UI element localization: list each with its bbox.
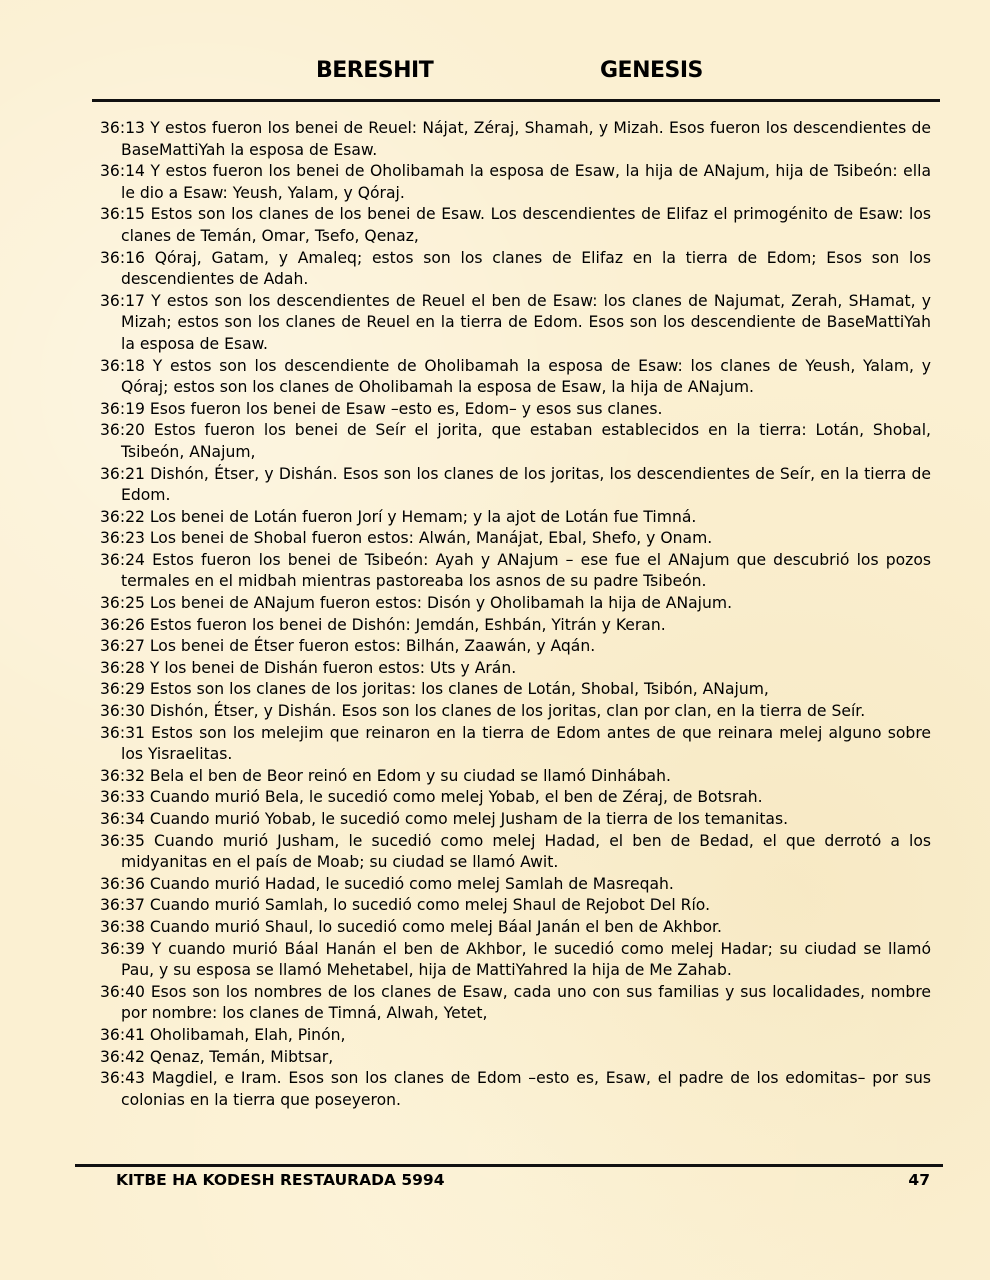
- verse: 36:31 Estos son los melejim que reinaron en la tierra de Edom antes de que reinara melej alguno sobre los Yisraelitas.: [100, 723, 931, 764]
- verse: 36:15 Estos son los clanes de los benei de Esaw. Los descendientes de Elifaz el primogénito de Esaw: los clanes de Temán, Omar, Tsefo, Qenaz,: [100, 205, 931, 245]
- verse: 36:33 Cuando murió Bela, le sucedió como melej Yobab, el ben de Zéraj, de Botsrah.: [100, 788, 763, 807]
- header-divider: [92, 99, 940, 102]
- verse: 36:34 Cuando murió Yobab, le sucedió como melej Jusham de la tierra de los temanitas.: [100, 810, 789, 828]
- verse: 36:20 Estos fueron los benei de Seír el jorita, que estaban establecidos en la tierra: Lotán, Shobal, Tsibeón, ANajum,: [100, 421, 931, 461]
- footer-title: KITBE HA KODESH RESTAURADA 5994: [116, 1171, 445, 1189]
- verse: 36:30 Dishón, Étser, y Dishán. Esos son los clanes de los joritas, clan por clan, en la tierra de Seír.: [100, 702, 866, 721]
- verse: 36:38 Cuando murió Shaul, lo sucedió como melej Báal Janán el ben de Akhbor.: [100, 917, 722, 936]
- verse: 36:14 Y estos fueron los benei de Oholibamah la esposa de Esaw, la hija de ANajum, hija de Tsibeón: ella le dio a Esaw: Yeush, Yalam, y Qóraj.: [100, 162, 931, 202]
- verse: 36:26 Estos fueron los benei de Dishón: Jemdán, Eshbán, Yitrán y Keran.: [100, 615, 666, 634]
- page-header: [0, 58, 990, 90]
- verse: 36:19 Esos fueron los benei de Esaw –esto es, Edom– y esos sus clanes.: [100, 399, 663, 418]
- verse: 36:41 Oholibamah, Elah, Pinón,: [100, 1025, 346, 1044]
- page-number: 47: [908, 1171, 930, 1189]
- verse: 36:16 Qóraj, Gatam, y Amaleq; estos son los clanes de Elifaz en la tierra de Edom; Esos son los descendientes de Adah.: [100, 248, 931, 289]
- verse: 36:28 Y los benei de Dishán fueron estos: Uts y Arán.: [100, 658, 517, 677]
- verse: 36:37 Cuando murió Samlah, lo sucedió como melej Shaul de Rejobot Del Río.: [100, 896, 711, 915]
- verse: 36:25 Los benei de ANajum fueron estos: Disón y Oholibamah la hija de ANajum.: [100, 594, 733, 613]
- verse: 36:22 Los benei de Lotán fueron Jorí y Hemam; y la ajot de Lotán fue Timná.: [100, 507, 697, 526]
- verse: 36:40 Esos son los nombres de los clanes de Esaw, cada uno con sus familias y sus localidades, nombre por nombre: los clanes de Timná, Alwah, Yetet,: [100, 982, 931, 1023]
- verse: 36:18 Y estos son los descendiente de Oholibamah la esposa de Esaw: los clanes de Yeush, Yalam, y Qóraj; estos son los clanes de Oholibamah la esposa de Esaw, la hija de ANajum.: [100, 356, 931, 397]
- verse: 36:32 Bela el ben de Beor reinó en Edom y su ciudad se llamó Dinhábah.: [100, 766, 671, 785]
- verse: 36:36 Cuando murió Hadad, le sucedió como melej Samlah de Masreqah.: [100, 874, 674, 893]
- verse: 36:13 Y estos fueron los benei de Reuel: Nájat, Zéraj, Shamah, y Mizah. Esos fueron los descendientes de BaseMattiYah la esposa de Esaw.: [100, 119, 931, 159]
- footer-divider: [75, 1164, 943, 1167]
- verse-list: [100, 118, 931, 1111]
- verse: 36:29 Estos son los clanes de los joritas: los clanes de Lotán, Shobal, Tsibón, ANajum,: [100, 680, 769, 699]
- verse: 36:17 Y estos son los descendientes de Reuel el ben de Esaw: los clanes de Najumat, Zerah, SHamat, y Mizah; estos son los clanes de Reuel en la tierra de Edom. Esos son los descendiente de BaseMattiYah la esposa de Esaw.: [100, 291, 931, 353]
- verse: 36:42 Qenaz, Temán, Mibtsar,: [100, 1047, 334, 1066]
- verse: 36:23 Los benei de Shobal fueron estos: Alwán, Manájat, Ebal, Shefo, y Onam.: [100, 529, 713, 548]
- book-title-spanish: GENESIS: [600, 58, 703, 83]
- book-title-hebrew: BERESHIT: [316, 58, 434, 83]
- verse: 36:24 Estos fueron los benei de Tsibeón: Ayah y ANajum – ese fue el ANajum que descubrió los pozos termales en el midbah mientras pastoreaba los asnos de su padre Tsibeón.: [100, 550, 931, 591]
- verse: 36:43 Magdiel, e Iram. Esos son los clanes de Edom –esto es, Esaw, el padre de los edomitas– por sus colonias en la tierra que poseyeron.: [100, 1069, 931, 1109]
- verse: 36:27 Los benei de Étser fueron estos: Bilhán, Zaawán, y Aqán.: [100, 637, 596, 656]
- verse: 36:35 Cuando murió Jusham, le sucedió como melej Hadad, el ben de Bedad, el que derrotó a los midyanitas en el país de Moab; su ciudad se llamó Awit.: [100, 831, 931, 872]
- verse: 36:21 Dishón, Étser, y Dishán. Esos son los clanes de los joritas, los descendientes de Seír, en la tierra de Edom.: [100, 464, 931, 505]
- verse: 36:39 Y cuando murió Báal Hanán el ben de Akhbor, le sucedió como melej Hadar; su ciudad se llamó Pau, y su esposa se llamó Mehetabel, hija de MattiYahred la hija de Me Zahab.: [100, 939, 931, 980]
